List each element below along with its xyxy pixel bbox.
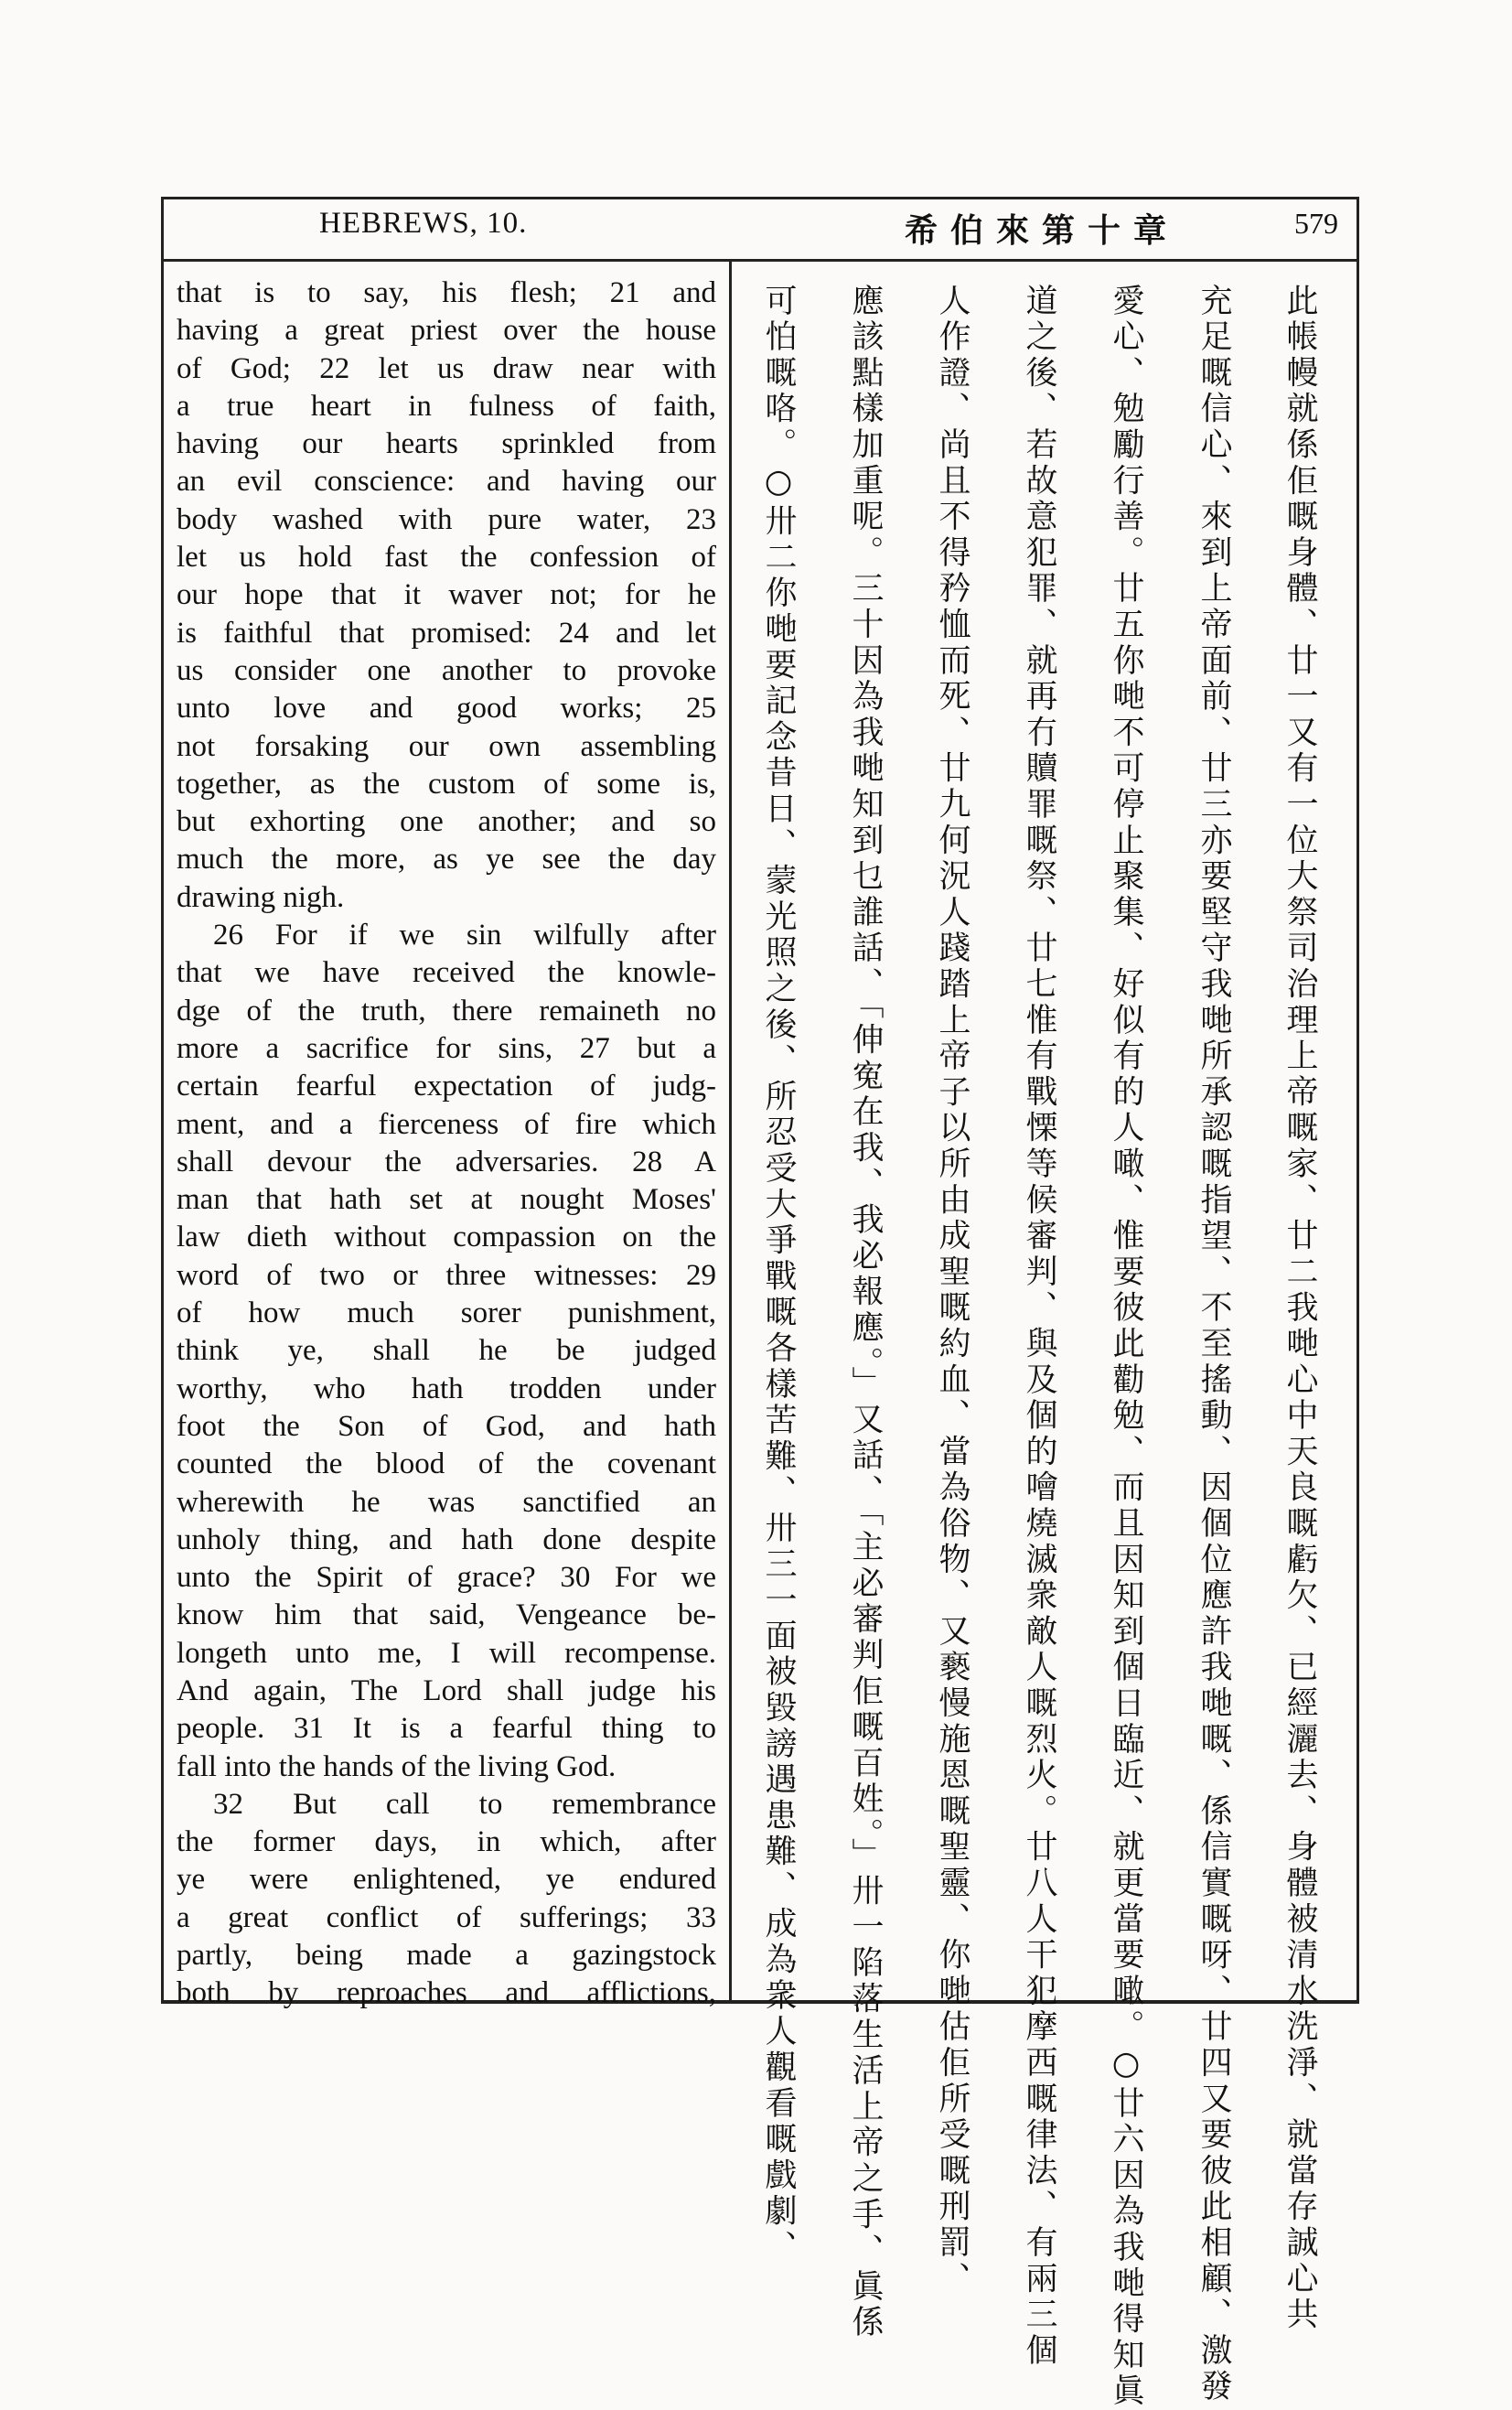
text-line: a true heart in fulness of faith, <box>177 389 716 423</box>
running-header-english: HEBREWS, 10. <box>319 207 528 240</box>
text-line: a great conflict of sufferings; 33 <box>177 1900 716 1934</box>
text-line: our hope that it waver not; for he <box>177 578 716 612</box>
text-line: more a sacrifice for sins, 27 but a <box>177 1031 716 1065</box>
text-line: fall into the hands of the living God. <box>177 1749 617 1783</box>
text-line: dge of the truth, there remaineth no <box>177 994 716 1027</box>
text-line: longeth unto me, I will recompense. <box>177 1636 716 1670</box>
header-rule <box>164 259 1357 262</box>
text-line: partly, being made a gazingstock <box>177 1939 716 1973</box>
text-line: having our hearts sprinkled from <box>177 427 716 461</box>
text-line: drawing nigh. <box>177 880 345 914</box>
text-line: ment, and a fierceness of fire which <box>177 1107 716 1141</box>
text-line: man that hath set at nought Moses' <box>177 1183 716 1217</box>
text-line: shall devour the adversaries. 28 A <box>177 1145 716 1178</box>
text-line: together, as the custom of some is, <box>177 767 716 801</box>
text-line: certain fearful expectation of judg- <box>177 1070 716 1103</box>
chinese-text-column: 道之後、若故意犯罪、就再冇贖罪嘅祭、廿七惟有戰慄等候審判、與及個的噲燒滅衆敵人嘅烈火。廿八人干犯摩西嘅律法、有兩三個 <box>1021 284 1057 2370</box>
text-line: an evil conscience: and having our <box>177 465 716 499</box>
running-header-chinese: 希伯來第十章 <box>905 212 1180 250</box>
text-line: let us hold fast the confession of <box>177 541 716 575</box>
chinese-text-column: 應該點樣加重呢。三十因為我哋知到乜誰話、「伸寃在我、我必報應。」又話、「主必審判佢嘅百姓。」卅一陷落生活上帝之手、眞係 <box>847 284 884 2341</box>
text-line: think ye, shall he be judged <box>177 1334 716 1368</box>
text-line: worthy, who hath trodden under <box>177 1372 716 1405</box>
text-line: unholy thing, and hath done despite <box>177 1522 716 1556</box>
text-line: not forsaking our own assembling <box>177 729 716 763</box>
text-line: unto love and good works; 25 <box>177 692 716 726</box>
chinese-text-column: 愛心、勉勵行善。廿五你哋不可停止聚集、好似有的人噉、惟要彼此勸勉、而且因知到個日臨近、就更當要噉。○廿六因為我哋得知眞 <box>1108 284 1144 2410</box>
text-line: know him that said, Vengeance be- <box>177 1598 716 1632</box>
page-frame <box>161 197 1359 2410</box>
text-line: that is to say, his flesh; 21 and <box>177 276 716 309</box>
column-divider <box>729 259 732 2000</box>
text-line: of God; 22 let us draw near with <box>177 351 716 385</box>
text-line: 26 For if we sin wilfully after <box>213 919 716 952</box>
text-line: of how much sorer punishment, <box>177 1296 716 1330</box>
chinese-text-column: 此帳幔就係佢嘅身體、廿一又有一位大祭司治理上帝嘅家、廿二我哋心中天良嘅虧欠、已經灑去、身體被清水洗淨、就當存誠心共 <box>1281 284 1318 2334</box>
text-line: word of two or three witnesses: 29 <box>177 1258 716 1292</box>
text-line: both by reproaches and afflictions, <box>177 1976 716 2010</box>
text-line: law dieth without compassion on the <box>177 1221 716 1254</box>
page-number: 579 <box>1294 207 1338 240</box>
text-line: foot the Son of God, and hath <box>177 1409 716 1443</box>
text-line: us consider one another to provoke <box>177 653 716 687</box>
text-line: counted the blood of the covenant <box>177 1447 716 1481</box>
text-line: that we have received the knowle- <box>177 956 716 990</box>
chinese-text-column: 充足嘅信心、來到上帝面前、廿三亦要堅守我哋所承認嘅指望、不至搖動、因個位應許我哋嘅、係信實嘅呀、廿四又要彼此相顧、激發 <box>1196 284 1232 2405</box>
english-text-column <box>177 274 716 2013</box>
text-line: ye were enlightened, ye endured <box>177 1863 716 1897</box>
text-line: the former days, in which, after <box>177 1825 716 1859</box>
text-line: people. 31 It is a fearful thing to <box>177 1712 716 1746</box>
text-line: wherewith he was sanctified an <box>177 1485 716 1519</box>
text-line: is faithful that promised: 24 and let <box>177 616 716 650</box>
text-line: but exhorting one another; and so <box>177 805 716 839</box>
text-line: body washed with pure water, 23 <box>177 502 716 536</box>
chinese-text-column: 人作證、尚且不得矜恤而死、廿九何況人踐踏上帝子以所由成聖嘅約血、當為俗物、又褻慢施恩嘅聖靈、你哋估佢所受嘅刑罰、 <box>934 284 970 2297</box>
text-line: And again, The Lord shall judge his <box>177 1673 716 1707</box>
text-line: much the more, as ye see the day <box>177 843 716 877</box>
text-line: having a great priest over the house <box>177 314 716 348</box>
chinese-text-column: 可怕嘅咯。○卅二你哋要記念昔日、蒙光照之後、所忍受大爭戰嘅各樣苦難、卅三一面被毀謗遇患難、成為衆人觀看嘅戲劇、 <box>760 284 797 2266</box>
text-line: unto the Spirit of grace? 30 For we <box>177 1561 716 1595</box>
text-line: 32 But call to remembrance <box>213 1787 716 1821</box>
